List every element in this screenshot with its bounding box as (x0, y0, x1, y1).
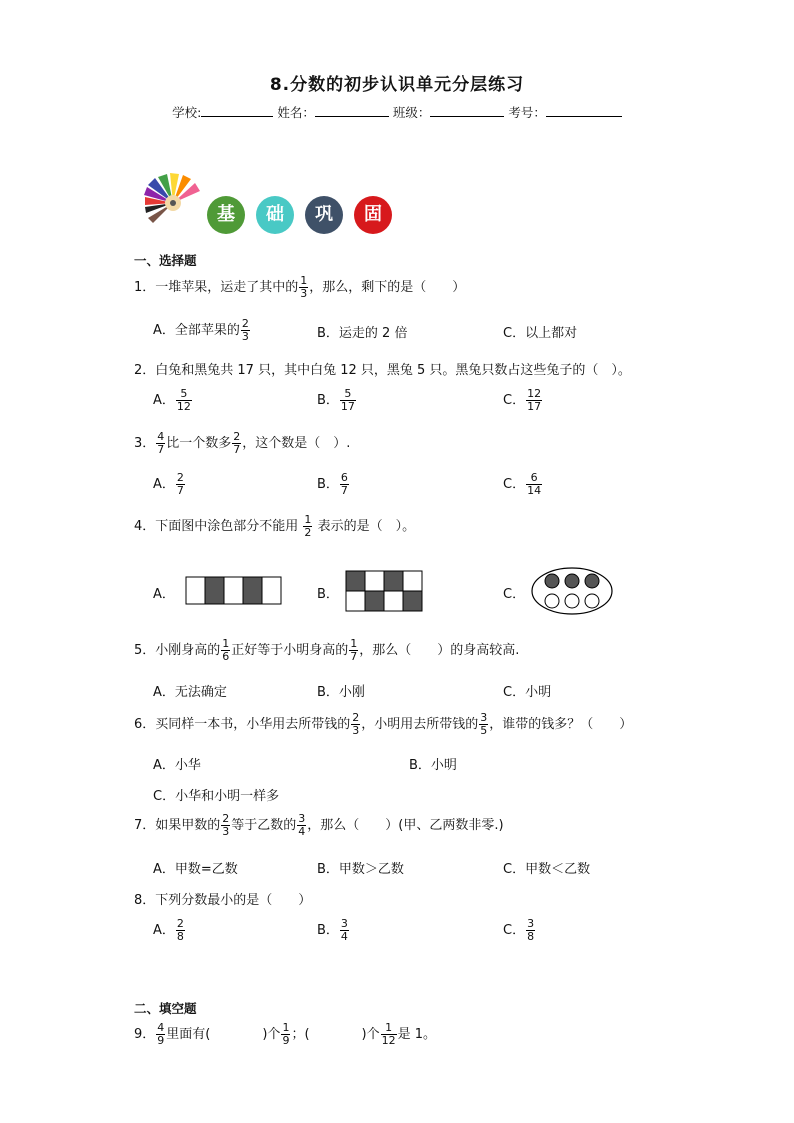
question-5: 5．小刚身高的 $\frac{1}{6}$ 正好等于小明身高的 $\frac{1}{7}$ ，那么（ ）的身高较高. (134, 637, 520, 663)
question-7: 7．如果甲数的 $\frac{2}{3}$ 等于乙数的 $\frac{3}{4}$ ，那么（ ）(甲、乙两数非零.) (134, 812, 504, 838)
page-title: 8.分数的初步认识单元分层练习 (269, 75, 525, 95)
q3-option-c[interactable]: C． $\frac{6}{14}$ (503, 471, 542, 497)
name-label: 姓名： (277, 105, 315, 120)
q4-figure-b[interactable] (345, 570, 425, 613)
badge-ji: 基 (207, 196, 245, 234)
q2-option-a[interactable]: A． $\frac{5}{12}$ (153, 387, 191, 413)
q1-option-a[interactable]: A．全部苹果的 $\frac{2}{3}$ (153, 317, 249, 343)
q6-option-a[interactable]: A．小华 (153, 758, 201, 773)
q6-option-b[interactable]: B．小明 (409, 758, 457, 773)
q8-option-c[interactable]: C． $\frac{3}{8}$ (503, 917, 535, 943)
badge-gu: 固 (354, 196, 392, 234)
q4-option-a-label[interactable]: A． (153, 587, 175, 602)
q1-option-c[interactable]: C．以上都对 (503, 326, 578, 341)
exam-no-label: 考号： (508, 105, 546, 120)
q1-option-b[interactable]: B．运走的 2 倍 (317, 326, 408, 341)
q3-option-a[interactable]: A． $\frac{2}{7}$ (153, 471, 184, 497)
q5-option-a[interactable]: A．无法确定 (153, 685, 227, 700)
q2-option-c[interactable]: C． $\frac{12}{17}$ (503, 387, 542, 413)
colored-pencils-icon (143, 173, 205, 231)
q2-option-b[interactable]: B． $\frac{5}{17}$ (317, 387, 355, 413)
q1-text-a: 1．一堆苹果，运走了其中的 (134, 280, 299, 295)
class-label: 班级： (392, 105, 431, 120)
q4-option-b-label[interactable]: B． (317, 587, 339, 602)
section-1-title: 一、选择题 (134, 253, 197, 268)
q1-fraction: $\frac{1}{3}$ (300, 274, 308, 300)
q8-option-b[interactable]: B． $\frac{3}{4}$ (317, 917, 348, 943)
badge-chu: 础 (256, 196, 294, 234)
q5-option-b[interactable]: B．小刚 (317, 685, 365, 700)
q8-option-a[interactable]: A． $\frac{2}{8}$ (153, 917, 184, 943)
school-blank[interactable] (201, 104, 273, 117)
student-info-line (0, 103, 794, 121)
badge-gong: 巩 (305, 196, 343, 234)
section-2-title: 二、填空题 (134, 1001, 197, 1016)
question-4: 4．下面图中涂色部分不能用 $\frac{1}{2}$ 表示的是（ ）。 (134, 513, 416, 539)
question-9: 9． $\frac{4}{9}$ 里面有( )个 $\frac{1}{9}$ ；( )个 $\frac{1}{12}$ 是 1。 (134, 1021, 436, 1047)
q7-option-b[interactable]: B．甲数＞乙数 (317, 862, 404, 877)
q4-option-c-label[interactable]: C． (503, 587, 526, 602)
q1-text-b: ，那么，剩下的是（ ） (309, 280, 466, 295)
q4-figure-c[interactable] (530, 566, 614, 616)
class-blank[interactable] (430, 104, 504, 117)
q7-option-a[interactable]: A．甲数=乙数 (153, 862, 238, 877)
q6-option-c[interactable]: C．小华和小明一样多 (153, 789, 280, 804)
q7-option-c[interactable]: C．甲数＜乙数 (503, 862, 591, 877)
question-2: 2．白兔和黑兔共 17 只，其中白兔 12 只，黑兔 5 只。黑兔只数占这些兔子的（ ）。 (134, 363, 631, 378)
q3-option-b[interactable]: B． $\frac{6}{7}$ (317, 471, 348, 497)
name-blank[interactable] (315, 104, 389, 117)
question-8: 8．下列分数最小的是（ ） (134, 893, 312, 908)
exam-no-blank[interactable] (546, 104, 622, 117)
question-3: 3． $\frac{4}{7}$ 比一个数多 $\frac{2}{7}$ ，这个数是（ ）. (134, 430, 351, 456)
q4-figure-a[interactable] (185, 576, 283, 606)
question-6: 6．买同样一本书，小华用去所带钱的 $\frac{2}{3}$ ，小明用去所带钱的 $\frac{3}{5}$ ，谁带的钱多？（ ） (134, 711, 633, 737)
q5-option-c[interactable]: C．小明 (503, 685, 552, 700)
question-1 (134, 275, 465, 300)
school-label: 学校: (172, 105, 202, 120)
